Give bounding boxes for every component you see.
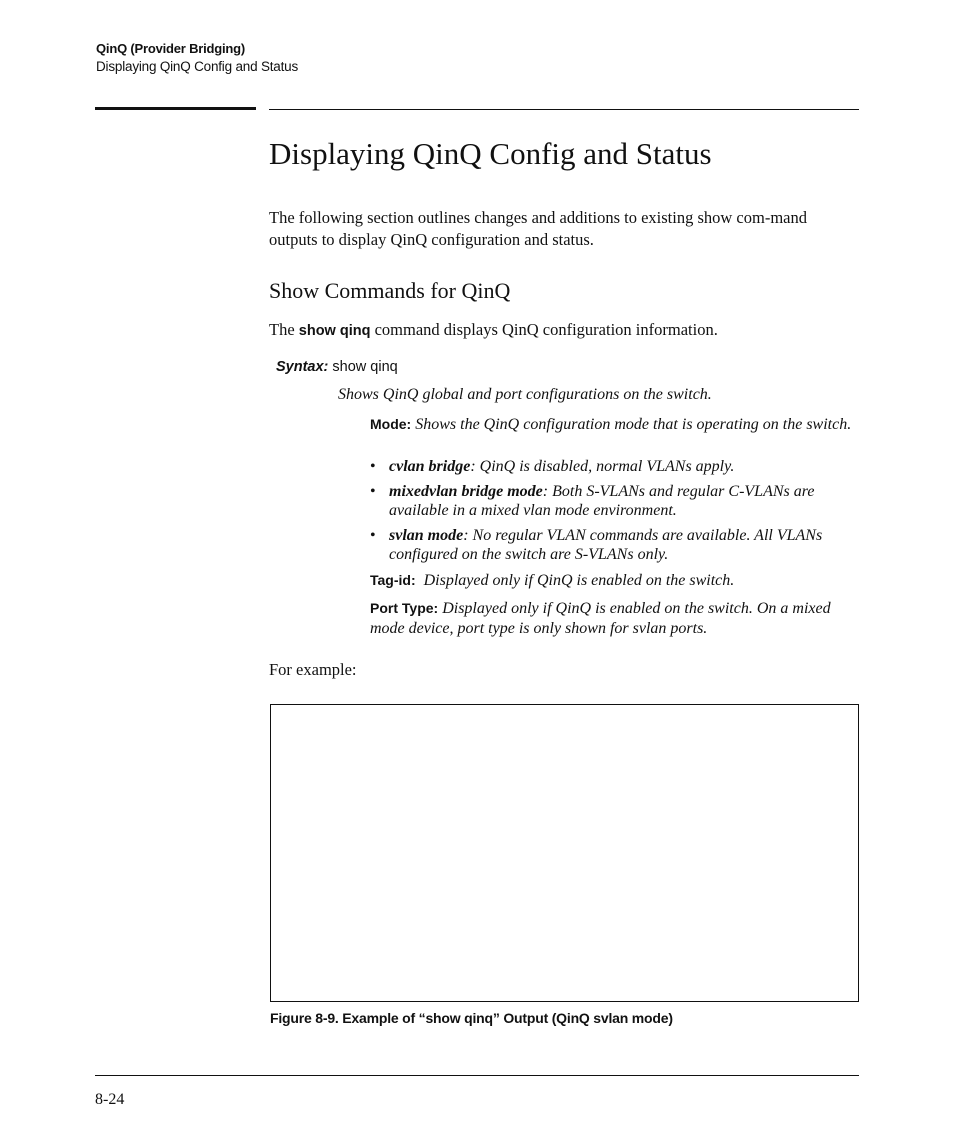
header-rule-thin [269,109,859,110]
mode-options-list [370,457,860,570]
running-header-chapter: QinQ (Provider Bridging) [96,41,246,56]
mode-option-term: mixedvlan bridge mode [389,482,543,500]
figure-frame [270,704,859,1002]
mode-option-text: : QinQ is disabled, normal VLANs apply. [470,458,735,475]
bullet-icon: • [370,526,376,544]
running-header-section: Displaying QinQ Config and Status [96,59,299,74]
figure-caption: Figure 8-9. Example of “show qinq” Output (QinQ svlan mode) [270,1010,673,1026]
syntax-label: Syntax: [276,359,329,375]
command-description: Shows QinQ global and port configurations on the switch. [338,386,712,403]
footer-rule [95,1075,859,1076]
example-lead: For example: [269,660,357,679]
tag-id-label: Tag-id: [370,572,416,588]
command-paragraph-prefix: The [269,320,295,339]
mode-text: Shows the QinQ configuration mode that is operating on the switch. [415,416,852,433]
list-item [370,526,860,565]
mode-option-term: cvlan bridge [389,458,471,475]
command-paragraph [269,320,718,340]
syntax-command: show qinq [332,359,398,375]
port-type-block [370,598,860,639]
mode-label: Mode: [370,416,412,432]
port-type-text: Displayed only if QinQ is enabled on the switch. On a mixed mode device, port type is only shown for svlan ports. [370,600,831,637]
tag-id-text: Displayed only if QinQ is enabled on the switch. [423,572,735,589]
bullet-icon: • [370,458,376,475]
mode-option-term: svlan mode [389,526,464,544]
section-heading: Show Commands for QinQ [269,278,511,303]
header-rule-thick [95,107,256,110]
command-paragraph-suffix: command displays QinQ configuration information. [374,320,718,339]
page-title: Displaying QinQ Config and Status [269,136,712,171]
mode-option-text: : No regular VLAN commands are available. All VLANs configured on the switch are S-VLANs only. [389,526,823,563]
list-item [370,482,860,521]
tag-id-block [370,570,860,591]
page-number: 8-24 [95,1091,125,1108]
list-item [370,457,860,477]
port-type-label: Port Type: [370,600,439,616]
intro-paragraph: The following section outlines changes and additions to existing show com-mand outputs to display QinQ configuration and status. [269,208,807,249]
syntax-line [276,359,398,375]
mode-option-text: : Both S-VLANs and regular C-VLANs are available in a mixed vlan mode environment. [389,482,815,519]
bullet-icon: • [370,482,376,500]
command-name: show qinq [298,323,371,339]
mode-block [370,414,860,435]
